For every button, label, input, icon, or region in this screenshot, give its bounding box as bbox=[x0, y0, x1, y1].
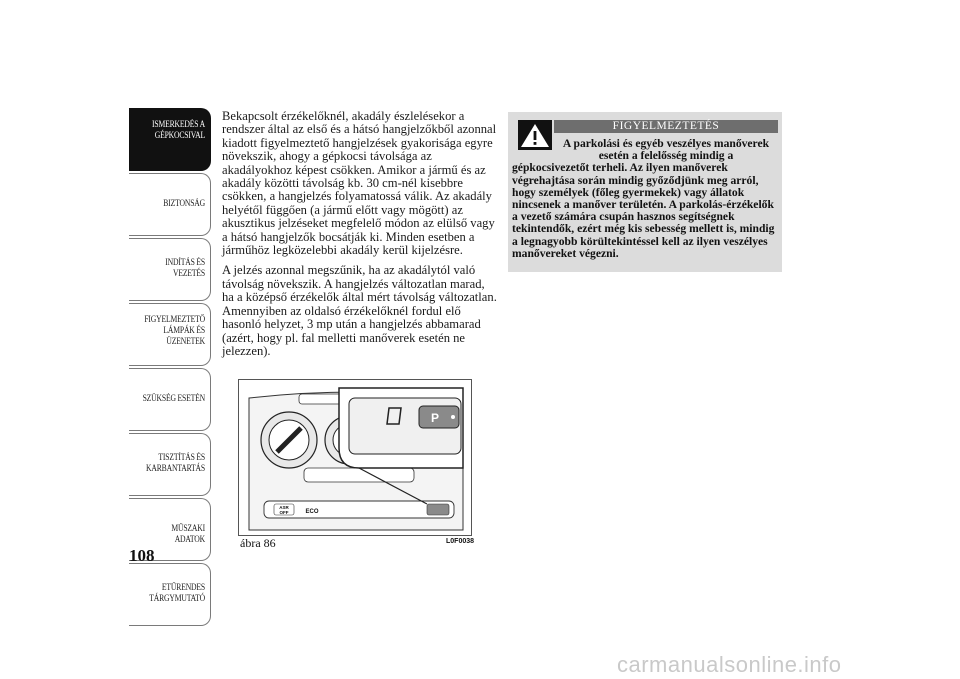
tab-label: TISZTÍTÁS ÉS KARBANTARTÁS bbox=[146, 452, 205, 473]
park-button-small bbox=[427, 504, 449, 515]
paragraph: Bekapcsolt érzékelőknél, akadály észlelésekor a rendszer által az első és a hátsó hangjelzőkből azonnal kiadott figyelmeztető hangjelzések gyakorisága egyre növekszik, ahogy a gépkocsi távolsága az akadályokhoz képest csökken. Amikor a jármű és az akadály közötti távolság kb. 30 cm-nél kisebbre csökken, a hangjelzés folyamatossá válik. Az akadály helyétől függően (a jármű előtt vagy mögött) az akusztikus jelzéseket megfelelő módon az elülső vagy a hátsó hangjelzők bocsátják ki. Minden esetben a járműhöz legközelebbi akadály kerül kijelzésre. bbox=[222, 109, 497, 258]
p-label: P bbox=[430, 411, 440, 425]
tab-label: MŰSZAKI ADATOK bbox=[171, 523, 205, 544]
tab-label: SZÜKSÉG ESETÉN bbox=[142, 393, 205, 403]
warning-rest: gépkocsivezetőt terheli. Az ilyen manőverek végrehajtása során mindig győződjünk meg arról, hogy személyek (főleg gyermekek) vagy állatok nincsenek a manőver területén. A parkolás-érzékelők a vezető számára csupán hasznos segítségnek tekintendők, ezért még kis sebesség mellett is, mindig a legnagyobb körültekintéssel kell az ilyen veszélyes manővereket végezni. bbox=[512, 161, 775, 260]
paragraph: A jelzés azonnal megszűnik, ha az akadálytól való távolság növekszik. A hangjelzés változatlan marad, ha a középső érzékelők által mért távolság változatlan. Amennyiben az oldalsó érzékelőknél fordul elő hasonló helyzet, 3 mp után a hangjelzés abbamarad (azért, hogy pl. fal melletti manőverek esetén ne jelezzen). bbox=[222, 263, 497, 358]
control-panel-illustration bbox=[239, 380, 472, 536]
watermark: carmanualsonline.info bbox=[617, 652, 842, 677]
tab-ismerkedes[interactable] bbox=[129, 108, 211, 171]
tab-targymutato[interactable] bbox=[129, 563, 211, 626]
figure-caption: ábra 86 bbox=[240, 536, 276, 550]
tab-label: BIZTONSÁG bbox=[163, 198, 205, 208]
tab-label: FIGYELMEZTETŐ LÁMPÁK ÉS ÜZENETEK bbox=[144, 314, 205, 346]
eco-label: ECO bbox=[305, 509, 319, 515]
warning-first-line: A parkolási és egyéb veszélyes manőverek esetén a felelősség mindig a bbox=[562, 137, 770, 163]
asr-label: ASR bbox=[279, 505, 289, 510]
tab-szukseg[interactable] bbox=[129, 368, 211, 431]
warning-box bbox=[508, 112, 782, 272]
page-number: 108 bbox=[129, 546, 155, 565]
tab-figyelmezteto[interactable] bbox=[129, 303, 211, 366]
off-label: OFF bbox=[279, 510, 289, 515]
warning-title: FIGYELMEZTETÉS bbox=[554, 120, 778, 133]
warning-text bbox=[512, 138, 778, 260]
body-text bbox=[222, 110, 497, 365]
figure-code: L0F0038 bbox=[446, 538, 475, 545]
tab-tisztitas[interactable] bbox=[129, 433, 211, 496]
tab-inditas[interactable] bbox=[129, 238, 211, 301]
tab-label: INDÍTÁS ÉS VEZETÉS bbox=[165, 257, 205, 278]
tab-label: ETŰRENDES TÁRGYMUTATÓ bbox=[149, 582, 205, 603]
figure-86 bbox=[238, 379, 472, 536]
tab-biztonsag[interactable] bbox=[129, 173, 211, 236]
tab-label: ISMERKEDÉS A GÉPKOCSIVAL bbox=[151, 119, 205, 140]
